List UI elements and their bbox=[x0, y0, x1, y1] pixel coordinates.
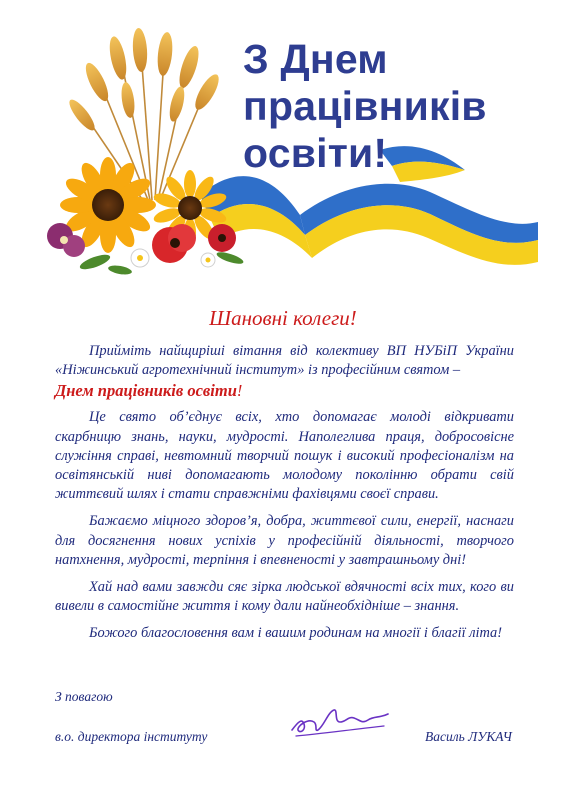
paragraph-4: Божого благословення вам і вашим родинам на многії і благії літа! bbox=[89, 625, 503, 642]
banner-illustration bbox=[0, 0, 566, 290]
signer-name: Василь ЛУКАЧ bbox=[424, 729, 512, 744]
salutation: Шановні колеги! bbox=[209, 306, 357, 330]
letter-body bbox=[55, 342, 514, 652]
signer-position: в.о. директора інституту bbox=[55, 729, 208, 744]
headline bbox=[243, 36, 553, 177]
intro-paragraph bbox=[55, 342, 514, 402]
regards: З повагою bbox=[55, 689, 113, 704]
intro-text: Прийміть найщиріші вітання від колективу ВП НУБіП України «Ніжинський агротехнічний інститут» із професійним святом – bbox=[55, 343, 514, 379]
holiday-mark: ! bbox=[236, 381, 243, 401]
headline-line-1: З Днем bbox=[243, 36, 388, 82]
paragraph-2: Бажаємо міцного здоров’я, добра, життєвої сили, енергії, наснаги для досягнення нових успіхів у професійній діяльності, творчого натхнення, мудрості, терпіння і впевненості у завтрашньому дні! bbox=[55, 513, 514, 568]
paragraph-1: Це свято об’єднує всіх, хто допомагає молоді відкривати скарбницю знань, науки, мудрості. Наполеглива праця, добросовісне служіння справі, невтомний творчий пошук і високий професіоналізм на освітянській ниві допомагають молодому поколінню обрати свій життєвий шлях і стати справжніми фахівцями своєї справи. bbox=[55, 409, 514, 503]
holiday-name-text: Днем працівників освіти bbox=[55, 381, 237, 401]
signature-icon bbox=[288, 700, 392, 742]
headline-line-2: працівників bbox=[243, 83, 487, 129]
headline-line-3: освіти! bbox=[243, 130, 388, 176]
holiday-name bbox=[55, 380, 514, 402]
paragraph-3: Хай над вами завжди сяє зірка людської вдячності всіх тих, кого ви вивели в самостійне життя і кому дали найнеобхідніше – знання. bbox=[55, 579, 514, 615]
